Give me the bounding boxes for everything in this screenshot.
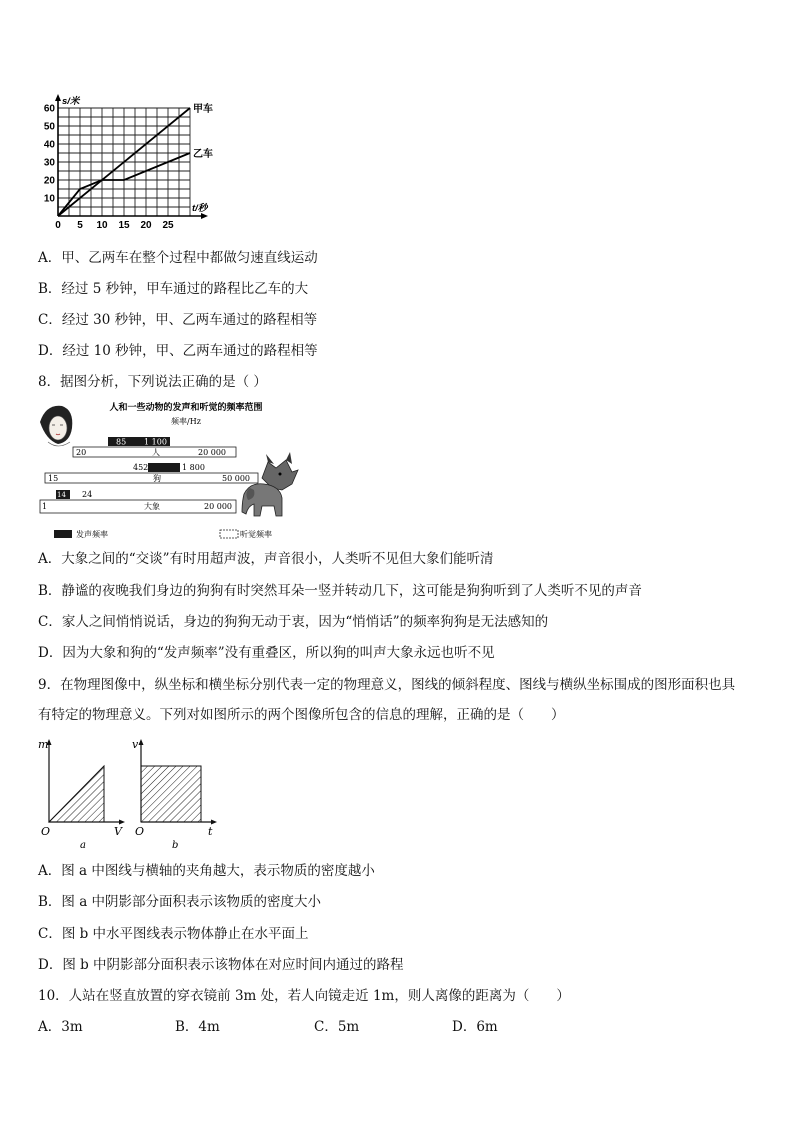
legend-hear-label: 听觉频率 bbox=[240, 530, 272, 539]
woman-picture bbox=[40, 406, 72, 446]
x-tick-label: 15 bbox=[118, 220, 130, 231]
x-tick-label: 20 bbox=[140, 220, 152, 231]
q7-option-d: D．经过 10 秒钟，甲、乙两车通过的路程相等 bbox=[38, 343, 318, 359]
elephant-picture bbox=[242, 484, 282, 516]
dog-hear-high: 50 000 bbox=[222, 474, 250, 483]
figure-title: 人和一些动物的发声和听觉的频率范围 bbox=[109, 403, 263, 413]
q7-option-c: C．经过 30 秒钟，甲、乙两车通过的路程相等 bbox=[38, 312, 318, 328]
elephant-row bbox=[40, 490, 236, 513]
human-voice-low: 85 bbox=[116, 437, 127, 447]
q9-figures bbox=[36, 736, 226, 854]
elephant-label: 大象 bbox=[144, 502, 160, 511]
series-label-jia: 甲车 bbox=[193, 104, 213, 115]
frequency-range-figure bbox=[36, 398, 306, 543]
x-tick-label: 0 bbox=[55, 220, 61, 231]
q10-option-d: D．6m bbox=[452, 1019, 498, 1035]
dog-hear-low: 15 bbox=[48, 474, 59, 483]
y-tick-label: 20 bbox=[43, 175, 55, 187]
q8-option-d: D．因为大象和狗的“发声频率”没有重叠区，所以狗的叫声大象永远也听不见 bbox=[38, 645, 495, 661]
human-hear-low: 20 bbox=[76, 448, 87, 457]
q10-option-b: B．4m bbox=[175, 1019, 220, 1035]
y-axis-label: s/米 bbox=[62, 96, 80, 107]
q9-option-b: B．图 a 中阴影部分面积表示该物质的密度大小 bbox=[38, 894, 322, 910]
q10-option-a: A．3m bbox=[38, 1019, 83, 1035]
graph-b-xlabel: t bbox=[208, 825, 213, 838]
q9-option-c: C．图 b 中水平图线表示物体静止在水平面上 bbox=[38, 926, 309, 942]
q8-option-c: C．家人之间悄悄说话，身边的狗狗无动于衷，因为“悄悄话”的频率狗狗是无法感知的 bbox=[38, 614, 549, 630]
human-hear-high: 20 000 bbox=[198, 448, 226, 457]
q9-option-a: A．图 a 中图线与横轴的夹角越大，表示物质的密度越小 bbox=[38, 863, 375, 879]
q8-option-a: A．大象之间的“交谈”有时用超声波，声音很小，人类听不见但大象们能听清 bbox=[38, 551, 494, 567]
graph-a-caption: a bbox=[80, 840, 86, 851]
q8-stem: 8．据图分析，下列说法正确的是（ ） bbox=[38, 374, 267, 390]
legend-hear-swatch bbox=[220, 530, 238, 538]
elephant-hear-high: 20 000 bbox=[204, 502, 232, 511]
legend bbox=[54, 529, 272, 539]
q7-option-a: A．甲、乙两车在整个过程中都做匀速直线运动 bbox=[38, 250, 318, 266]
graph-b bbox=[132, 738, 217, 851]
elephant-hear-low: 1 bbox=[42, 502, 48, 511]
dog-label: 狗 bbox=[153, 474, 161, 483]
x-axis-label: t/秒 bbox=[192, 203, 208, 214]
y-axis-arrow bbox=[55, 94, 61, 101]
dog-row bbox=[45, 463, 258, 483]
elephant-voice-high: 24 bbox=[82, 490, 93, 499]
y-tick-label: 60 bbox=[43, 103, 55, 115]
graph-a bbox=[38, 738, 125, 851]
x-tick-label: 10 bbox=[96, 220, 108, 231]
q7-option-b: B．经过 5 秒钟，甲车通过的路程比乙车的大 bbox=[38, 281, 309, 297]
figure-unit: 频率/Hz bbox=[171, 417, 201, 426]
q9-stem-line-2: 有特定的物理意义。下列对如图所示的两个图像所包含的信息的理解，正确的是（ ） bbox=[38, 707, 565, 723]
y-tick-label: 40 bbox=[43, 139, 55, 151]
q9-option-d: D．图 b 中阴影部分面积表示该物体在对应时间内通过的路程 bbox=[38, 957, 404, 973]
graph-b-caption: b bbox=[172, 840, 179, 851]
legend-voice-label: 发声频率 bbox=[76, 530, 108, 539]
dog-voice-low: 452 bbox=[133, 463, 149, 472]
graph-a-origin: O bbox=[41, 825, 51, 838]
human-row bbox=[73, 437, 236, 457]
q9-stem-line-1: 9．在物理图像中，纵坐标和横坐标分别代表一定的物理意义，图线的倾斜程度、图线与横纵坐标围成的图形面积也具 bbox=[38, 677, 736, 693]
y-tick-label: 50 bbox=[43, 121, 55, 133]
graph-b-origin: O bbox=[135, 825, 145, 838]
series-label-yi: 乙车 bbox=[193, 149, 213, 160]
graph-a-ylabel: m bbox=[38, 738, 49, 751]
q10-stem: 10．人站在竖直放置的穿衣镜前 3m 处，若人向镜走近 1m，则人离像的距离为（ ） bbox=[38, 988, 570, 1004]
q10-option-c: C．5m bbox=[314, 1019, 360, 1035]
graph-a-xlabel: V bbox=[114, 825, 122, 838]
graph-b-ylabel: v bbox=[132, 738, 139, 751]
y-tick-label: 10 bbox=[43, 193, 55, 205]
x-tick-label: 5 bbox=[77, 220, 83, 231]
x-tick-label: 25 bbox=[162, 220, 174, 231]
legend-voice-swatch bbox=[54, 530, 72, 538]
human-voice-high: 1 100 bbox=[144, 437, 167, 447]
y-tick-label: 30 bbox=[43, 157, 55, 169]
distance-time-chart bbox=[36, 88, 246, 238]
dog-voice-high: 1 800 bbox=[182, 463, 205, 472]
elephant-voice-low: 14 bbox=[57, 491, 66, 499]
human-label: 人 bbox=[152, 448, 160, 457]
q8-option-b: B．静谧的夜晚我们身边的狗狗有时突然耳朵一竖并转动几下，这可能是狗狗听到了人类听不见的声音 bbox=[38, 583, 642, 599]
